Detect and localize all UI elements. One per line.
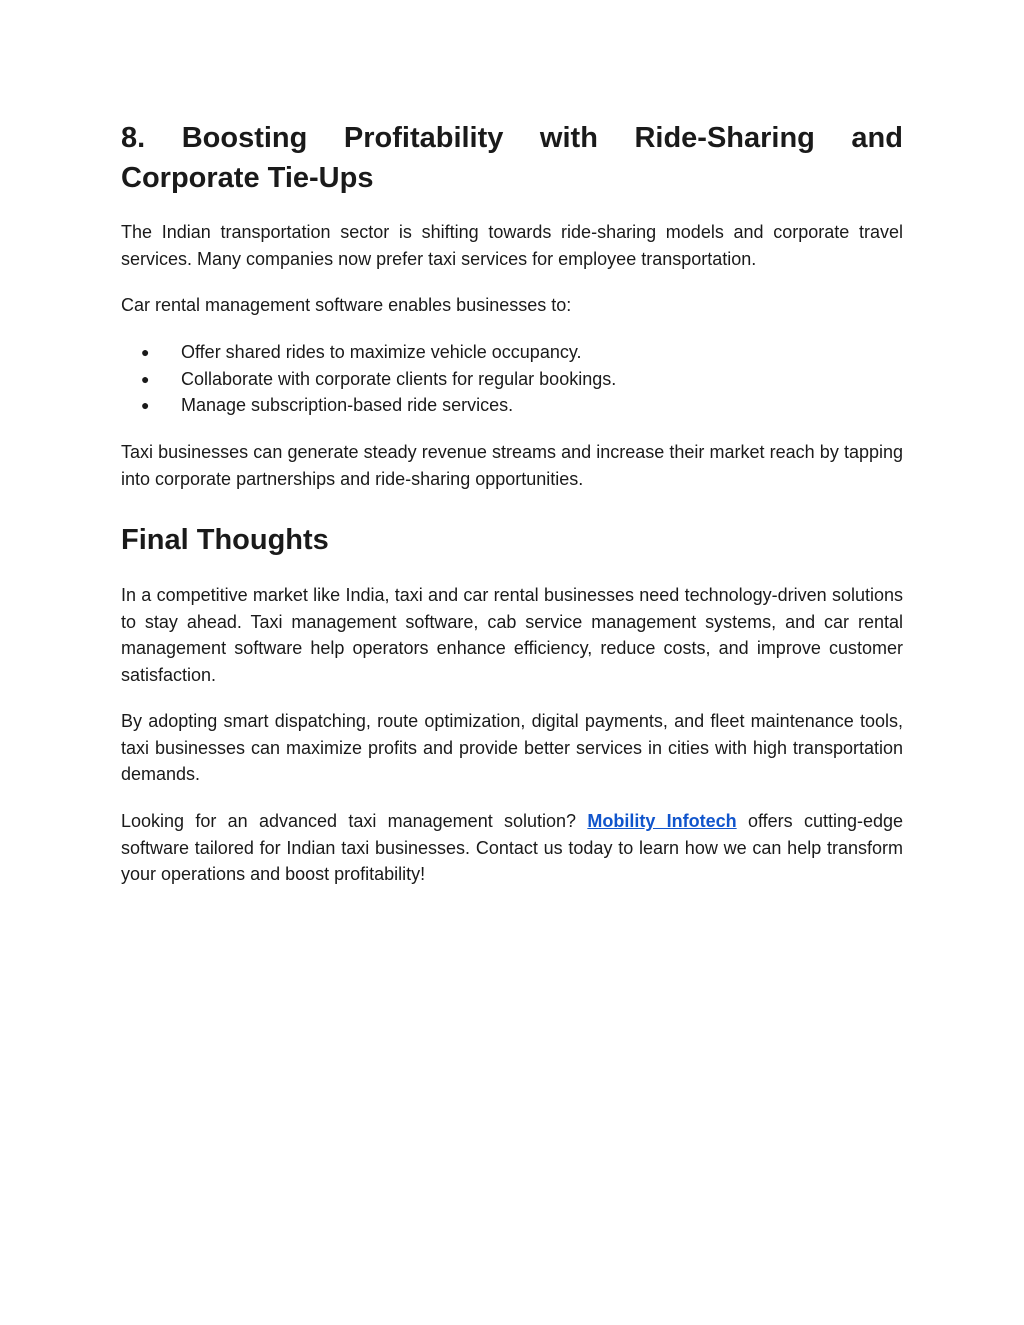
section-heading: [121, 118, 903, 198]
final-paragraph-2: By adopting smart dispatching, route optimization, digital payments, and fleet maintenance tools, taxi businesses can maximize profits and provide better services in cities with high transportation demands.: [121, 711, 903, 784]
lead-paragraph: Car rental management software enables businesses to:: [121, 295, 572, 315]
intro-paragraph-block: [121, 219, 903, 272]
final-paragraph-3: [121, 808, 903, 888]
lead-paragraph-block: [121, 292, 903, 319]
final-paragraph-1-block: [121, 582, 903, 688]
list-item-text: Collaborate with corporate clients for regular bookings.: [181, 368, 617, 389]
final-paragraph-3-block: [121, 808, 903, 888]
bullet-icon: ●: [141, 397, 150, 413]
final-paragraph-3-intro: Looking for an advanced taxi management solution?: [121, 811, 588, 831]
final-thoughts-heading: Final Thoughts: [121, 524, 329, 556]
conclusion-paragraph-block: [121, 439, 903, 492]
bullet-list: [121, 339, 903, 419]
conclusion-paragraph: Taxi businesses can generate steady revenue streams and increase their market reach by tapping into corporate partnerships and ride-sharing opportunities.: [121, 442, 903, 489]
bullet-icon: ●: [141, 344, 150, 360]
bullet-icon: ●: [141, 370, 150, 387]
list-item: [121, 392, 903, 419]
list-item-text: Offer shared rides to maximize vehicle occupancy.: [181, 342, 582, 362]
section-heading-line1: 8. Boosting Profitability with Ride-Sharing and: [121, 122, 903, 154]
section-heading-line2: Corporate Tie-Ups: [121, 162, 374, 194]
mobility-infotech-link[interactable]: Mobility Infotech: [587, 811, 737, 831]
final-paragraph-3-outro: offers cutting-edge software tailored for Indian taxi businesses. Contact us today to learn how we can help transform your operations and boost profitability!: [121, 811, 904, 884]
list-item: [121, 339, 903, 366]
bullet-list-block: [121, 339, 903, 419]
intro-paragraph: The Indian transportation sector is shifting towards ride-sharing models and corporate travel services. Many companies now prefer taxi services for employee transportation.: [121, 222, 903, 269]
list-item: [121, 366, 903, 393]
final-paragraph-2-block: [121, 708, 903, 788]
list-item-text: Manage subscription-based ride services.: [181, 395, 514, 415]
final-paragraph-1: In a competitive market like India, taxi and car rental businesses need technology-driven solutions to stay ahead. Taxi management software, cab service management systems, and car rental management software help operators enhance efficiency, reduce costs, and improve customer satisfaction.: [121, 585, 903, 685]
